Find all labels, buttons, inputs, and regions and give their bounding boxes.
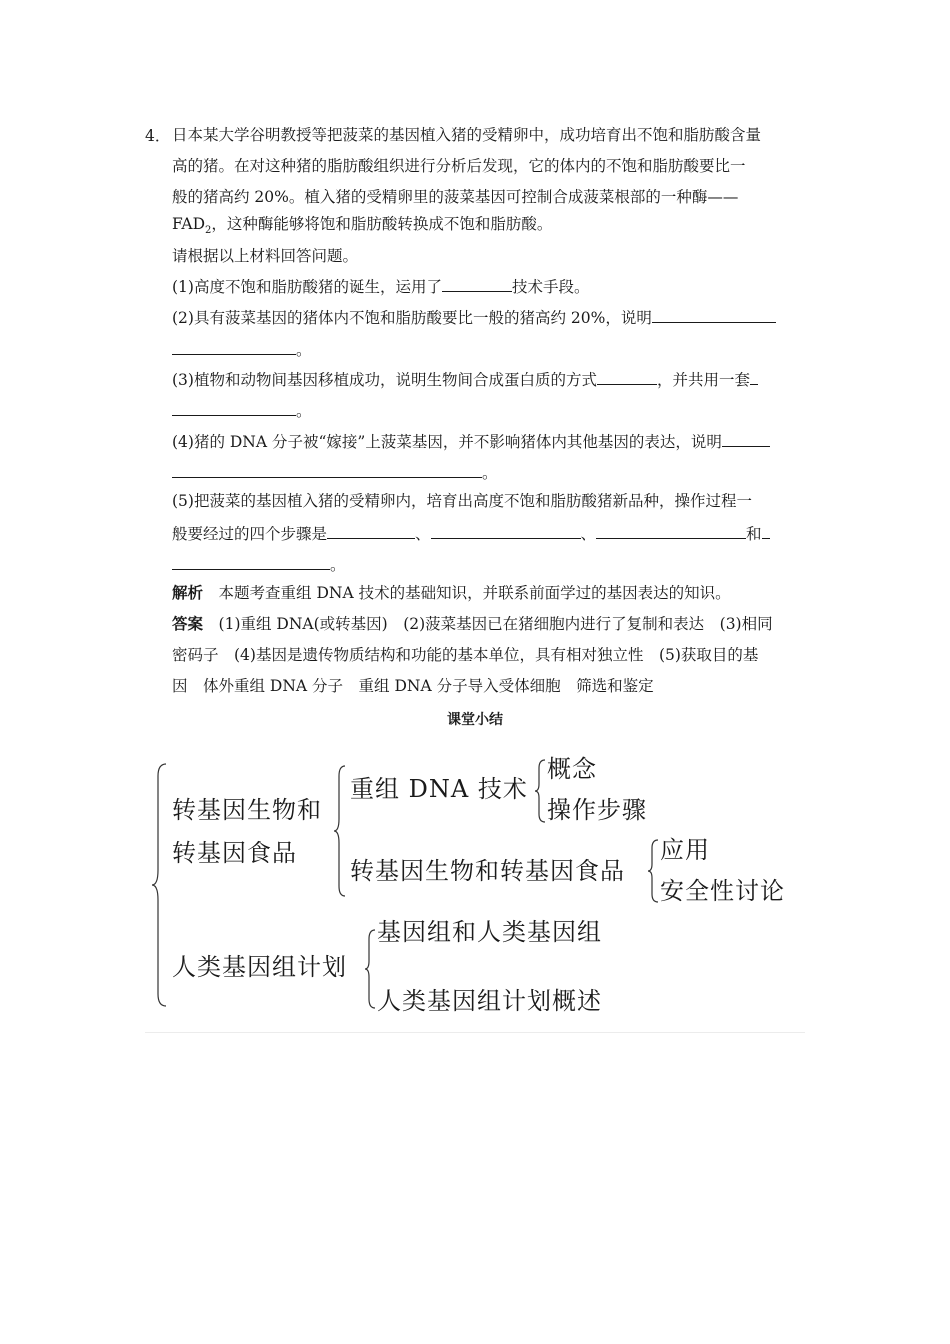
question-line-4 [172,213,552,242]
answer-blank-5a[interactable] [327,521,415,539]
b1b-item-2: 安全性讨论 [660,877,785,905]
answer-label: 答案 [172,614,204,633]
sub-question-5-steps [172,521,770,545]
answer-line-2: 密码子 (4)基因是遗传物质结构和功能的基本单位，具有相对独立性 (5)获取目的基 [172,646,759,664]
sub-question-2-prefix: (2)具有菠菜基因的猪体内不饱和脂肪酸要比一般的猪高约 20%，说明 [172,309,652,327]
analysis [172,582,731,604]
question-line-1: 日本某大学谷明教授等把菠菜的基因植入猪的受精卵中，成功培育出不饱和脂肪酸含量 [172,126,762,144]
branch2-label: 人类基因组计划 [172,953,347,981]
question-prompt: 请根据以上材料回答问题。 [172,247,359,265]
sub-question-1 [172,274,589,298]
sub-question-4 [172,429,770,453]
sub-question-3 [172,367,758,391]
answer-blank-5b[interactable] [431,521,581,539]
answer-blank-4a[interactable] [722,429,770,447]
sub-question-3-mid: ，并共用一套 [656,371,750,389]
b1b-brace [646,838,660,904]
answer-blank-1[interactable] [442,274,512,292]
separator-2: 、 [580,525,597,543]
answer-line-1 [172,613,773,635]
branch1-brace [332,764,348,898]
answer-blank-5c[interactable] [596,521,746,539]
analysis-label: 解析 [172,583,204,602]
question-line-3: 般的猪高约 20%。植入猪的受精卵里的菠菜基因可控制合成菠菜根部的一种酶—— [172,188,739,206]
answer-blank-3a[interactable] [597,367,657,385]
sub-question-4-cont [172,460,498,484]
answer-blank-2b[interactable] [172,337,296,355]
answer-text-1: (1)重组 DNA(或转基因) (2)菠菜基因已在猪细胞内进行了复制和表达 (3)相同 [218,615,773,633]
bottom-divider [145,1032,805,1033]
branch2-brace [363,928,377,1010]
sub-question-2-end: 。 [296,341,312,359]
fad-term: FAD [172,215,206,233]
branch2-item-1: 基因组和人类基因组 [377,918,602,946]
b1a-item-1: 概念 [547,755,597,783]
answer-line-3: 因 体外重组 DNA 分子 重组 DNA 分子导入受体细胞 筛选和鉴定 [172,677,654,695]
sub-question-1-suffix: 技术手段。 [511,278,590,296]
branch1-line1: 转基因生物和 [172,796,322,824]
b1a-brace [533,758,547,824]
answer-blank-2a[interactable] [652,305,776,323]
question-line-2: 高的猪。在对这种猪的脂肪酸组织进行分析后发现，它的体内的不饱和脂肪酸要比一 [172,157,746,175]
sub-question-5: (5)把菠菜的基因植入猪的受精卵内，培育出高度不饱和脂肪酸猪新品种，操作过程一 [172,492,752,510]
question-line-4-text: ，这种酶能够将饱和脂肪酸转换成不饱和脂肪酸。 [211,215,553,233]
sub-question-3-cont [172,398,312,422]
sub-question-5-cont [172,552,346,576]
sub-question-1-prefix: (1)高度不饱和脂肪酸猪的诞生，运用了 [172,278,442,296]
separator-1: 、 [415,525,431,543]
sub-question-3-prefix: (3)植物和动物间基因移植成功，说明生物间合成蛋白质的方式 [172,371,597,389]
analysis-text: 本题考查重组 DNA 技术的基础知识，并联系前面学过的基因表达的知识。 [218,584,731,602]
and-word: 和 [746,525,762,543]
b1a-label: 重组 DNA 技术 [350,775,528,803]
answer-blank-5d[interactable] [762,521,770,539]
b1a-item-2: 操作步骤 [547,796,647,824]
answer-blank-3c[interactable] [172,398,296,416]
sub-question-3-end: 。 [296,402,312,420]
main-brace [150,762,170,1008]
answer-blank-3b[interactable] [750,367,758,385]
sub-question-5-prefix: 般要经过的四个步骤是 [172,525,328,543]
b1b-label: 转基因生物和转基因食品 [350,857,625,885]
sub-question-2 [172,305,776,329]
question-number: 4． [145,127,171,145]
sub-question-5-end: 。 [330,556,346,574]
summary-title: 课堂小结 [447,712,503,728]
answer-blank-5e[interactable] [172,552,330,570]
sub-question-2-cont [172,337,312,361]
sub-question-4-prefix: (4)猪的 DNA 分子被“嫁接”上菠菜基因，并不影响猪体内其他基因的表达，说明 [172,433,722,451]
sub-question-4-end: 。 [482,464,498,482]
branch2-item-2: 人类基因组计划概述 [377,987,602,1015]
fad-subscript: 2 [205,225,212,237]
b1b-item-1: 应用 [660,836,710,864]
answer-blank-4b[interactable] [172,460,482,478]
branch1-line2: 转基因食品 [172,839,297,867]
